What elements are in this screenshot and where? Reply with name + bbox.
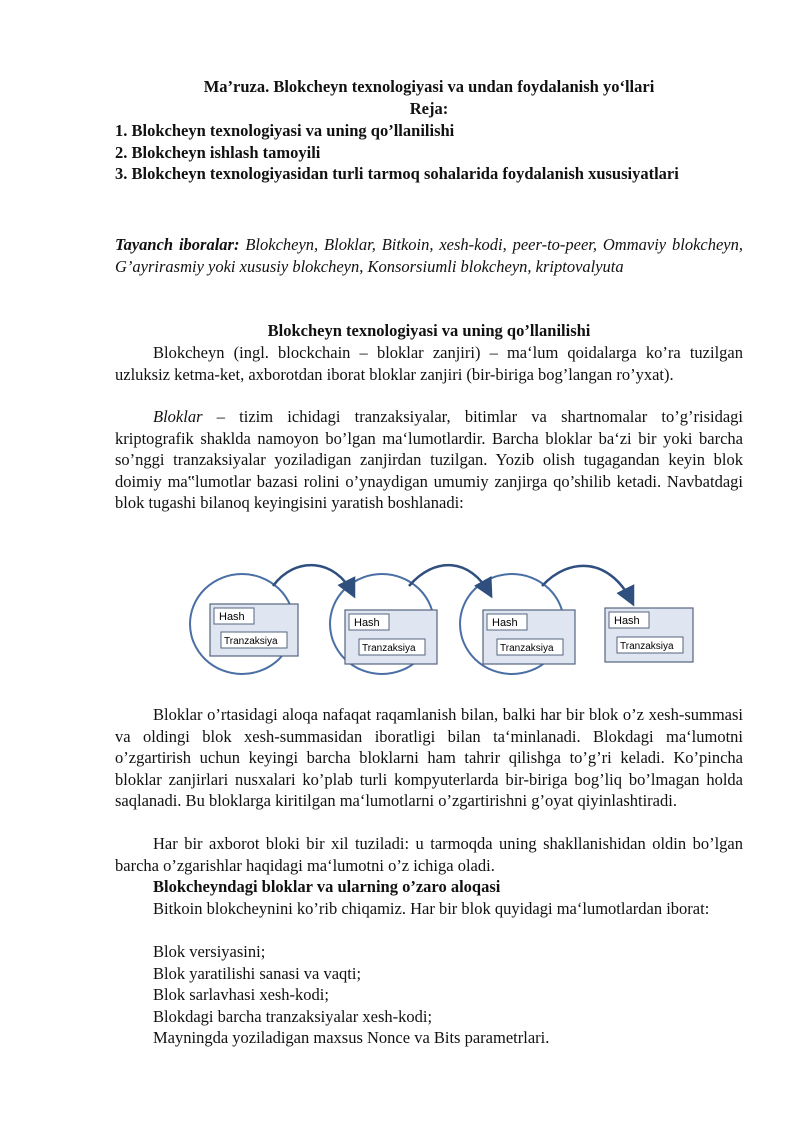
hash-label: Hash	[219, 611, 245, 623]
paragraph-linking: Bloklar o’rtasidagi aloqa nafaqat raqamlanish bilan, balki har bir blok o’z xesh-summasi va oldingi blok xesh-summasidan iboratligi bilan ta‘minlanadi. Blokdagi ma‘lumotni o’zgartirish uchun keyingi barcha bloklarni ham tahrir qilishga to’g’ri keladi. Ko’pincha bloklar zanjirlari nusxalari ko’plab turli kompyuterlarda bir-biriga bog’liq bo’lmagan holda saqlanadi. Bu bloklarga kiritilgan ma‘lumotlarni o’zgartirishni g’oyat qiyinlashtiradi.	[115, 705, 743, 810]
plan-heading: Reja:	[409, 99, 449, 118]
paragraph-bitcoin: Bitkoin blokcheynini ko’rib chiqamiz. Har bir blok quyidagi ma‘lumotlardan iborat:	[153, 899, 710, 918]
block-3	[483, 610, 575, 664]
keywords-paragraph	[115, 234, 743, 277]
transaction-label: Tranzaksiya	[620, 641, 674, 652]
list-item: Blok versiyasini;	[153, 942, 266, 961]
keywords-text: Blokcheyn, Bloklar, Bitkoin, xesh-kodi, peer-to-peer, Ommaviy blokcheyn, G’ayrirasmiy yoki xususiy blokcheyn, Konsorsiumli blokcheyn, kriptovalyuta	[115, 235, 743, 276]
list-item: Mayningda yoziladigan maxsus Nonce va Bits parametrlari.	[153, 1028, 550, 1047]
blockchain-diagram-svg	[185, 562, 705, 682]
transaction-label: Tranzaksiya	[500, 643, 554, 654]
plan-item: 2. Blokcheyn ishlash tamoyili	[115, 142, 321, 162]
lecture-title: Ma’ruza. Blokcheyn texnologiyasi va undan foydalanish yo‘llari	[203, 77, 655, 96]
hash-label: Hash	[492, 617, 518, 629]
section2-heading: Blokcheyndagi bloklar va ularning o’zaro aloqasi	[153, 877, 501, 896]
paragraph-blocks	[115, 406, 743, 514]
paragraph-definition: Blokcheyn (ingl. blockchain – bloklar zanjiri) – ma‘lum qoidalarga ko’ra tuzilgan uzluksiz ketma-ket, axborotdan iborat bloklar zanjiri (bir-biriga bog’langan ro’yxat).	[115, 343, 743, 384]
plan-list	[115, 120, 743, 185]
hash-label: Hash	[614, 615, 640, 627]
blockchain-diagram	[185, 562, 705, 682]
paragraph-structure: Har bir axborot bloki bir xil tuziladi: u tarmoqda uning shakllanishidan oldin bo’lgan barcha o’zgarishlar haqidagi ma‘lumotni o’z ichiga oladi.	[115, 834, 743, 875]
term-bloklar: Bloklar	[153, 407, 203, 426]
block-2	[345, 610, 437, 664]
list-item: Blokdagi barcha tranzaksiyalar xesh-kodi;	[153, 1006, 433, 1026]
hash-label: Hash	[354, 617, 380, 629]
section1-heading: Blokcheyn texnologiyasi va uning qo’llanilishi	[267, 321, 591, 340]
list-item: Blok yaratilishi sanasi va vaqti;	[153, 963, 362, 983]
block-contents-list	[115, 941, 743, 1049]
block-4	[605, 608, 693, 662]
plan-item: 3. Blokcheyn texnologiyasidan turli tarmoq sohalarida foydalanish xususiyatlari	[115, 164, 679, 183]
keywords-label: Tayanch iboralar:	[115, 235, 240, 254]
transaction-label: Tranzaksiya	[362, 643, 416, 654]
transaction-label: Tranzaksiya	[224, 636, 278, 647]
arrow-1-2	[273, 565, 353, 594]
plan-item: 1. Blokcheyn texnologiyasi va uning qo’llanilishi	[115, 121, 455, 140]
paragraph-blocks-text: – tizim ichidagi tranzaksiyalar, bitimlar va shartnomalar to’g’risidagi kriptografik shaklda namoyon bo’lgan ma‘lumotlardir. Barcha bloklar ba‘zi bir yoki barcha so’nggi tranzaksiyalar yoziladigan zanjirdan tuzilgan. Yozib olish tugagandan keyin blok doimiy ma‟lumotlar bazasi rolini o’ynaydigan umumiy zanjirga qo’shilib ketadi. Navbatdagi blok tugashi bilanoq keyingisini yaratish boshlanadi:	[115, 407, 743, 512]
block-1	[210, 604, 298, 656]
list-item: Blok sarlavhasi xesh-kodi;	[153, 985, 329, 1004]
